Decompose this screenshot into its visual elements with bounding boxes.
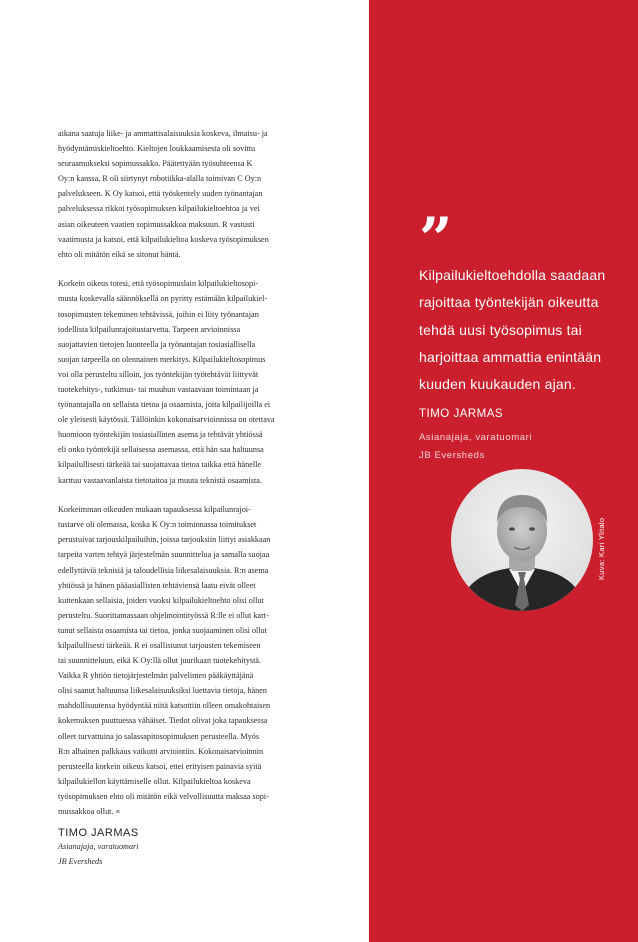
text-line: seuraamukseksi sopimussakko. Päätettyään työsuhteensa K [58, 159, 253, 169]
text-line: eli onko työntekijä sellaisessa asemassa, että hän saa haltuunsa [58, 445, 264, 455]
article-body [58, 126, 316, 834]
text-line: tarpeita varten tehtyä järjestelmän suunnittelua ja samalla suojaa [58, 550, 270, 560]
text-line: aikana saatuja liike- ja ammattisalaisuuksia koskeva, ilmaisu- ja [58, 129, 268, 138]
author-signature [58, 827, 298, 869]
quote-line: tehdä uusi työsopimus tai [419, 321, 582, 338]
quote-line: kuuden kuukauden ajan. [419, 376, 576, 393]
text-line: tuotekehitys-, tutkimus- tai muuhun vastaavaan toimintaan ja [58, 385, 259, 394]
text-line: mussakkoa ollut. ≡ [58, 807, 121, 817]
quote-mark-icon: ” [419, 205, 453, 273]
quote-author-firm: JB Eversheds [419, 450, 485, 461]
text-line: työsopimuksen ehto oli mitätön eikä velvollisuutta maksaa sopi- [58, 791, 269, 801]
text-line: perustuivat tarjouskilpailuihin, joissa tarjouksiin liittyi asiakkaan [58, 535, 271, 545]
text-line: olleet turvattuina jo salassapitosopimuksen perusteella. Myös [58, 731, 260, 741]
text-line: kuitenkaan sellaisia, joiden vuoksi kilpailukieltoehto olisi ollut [58, 595, 264, 605]
text-line: tunut sellaista osaamista tai tietoa, jonka suojaaminen olisi ollut [58, 625, 267, 635]
quote-line: Kilpailukieltoehdolla saadaan [419, 267, 606, 283]
text-line: kilpailullisesti tärkeää tai suojattavaa tietoa taikka että hänelle [58, 460, 262, 470]
quote-line: rajoittaa työntekijän oikeutta [419, 294, 599, 311]
text-line: olisi saanut haltuunsa liikesalaisuuksiksi luettavia tietoja, hänen [58, 686, 267, 696]
author-name: TIMO JARMAS [58, 827, 139, 839]
article-paragraph [58, 276, 316, 487]
text-line: ehto oli mitätön eikä se sitonut häntä. [58, 249, 181, 259]
text-line: musta koskevalla säännöksellä on pyritty estämään kilpailukiel- [58, 294, 268, 304]
text-line: palveluksessa rikkoi työsopimuksen kilpailukieltoehtoa ja vei [58, 204, 260, 214]
quote-author-title: Asianajaja, varatuomari [419, 432, 533, 443]
text-line: mahdollisuutensa hyödyntää niitä katsottiin olleen omakohtaisen [58, 701, 271, 711]
text-line: edellyttäviä teknisiä ja taloudellisia liikesalaisuuksia. R:n asema [58, 565, 269, 575]
quote-author-name: TIMO JARMAS [419, 408, 504, 420]
quote-line: harjoittaa ammattia enintään [419, 348, 602, 365]
text-line: tosopimusten tekeminen tehtävissä, joihin ei liity työnantajan [58, 309, 259, 319]
text-line: vaatimusta ja katsoi, että kilpailukieltoa koskeva työsopimuksen [58, 234, 269, 244]
pull-quote [419, 262, 629, 398]
text-line: tustarve oli olemassa, koska K Oy:n toiminnassa toimitukset [58, 520, 257, 530]
text-line: asian oikeuteen vaatien sopimussakkoa maksuun. R vastusti [58, 219, 255, 229]
red-sidebar-panel [369, 0, 638, 942]
text-line: palvelukseen. K Oy katsoi, että työskentely uuden työnantajan [58, 189, 263, 199]
author-portrait [451, 469, 593, 611]
author-firm: JB Eversheds [58, 857, 103, 866]
text-line: suojan tarpeella on olennainen merkitys. Kilpailukieltosopimus [58, 354, 266, 364]
text-line: Oy:n kanssa, R oli siirtynyt robotiikka-alalla toimivan C Oy:n [58, 174, 262, 184]
text-line: ole yleisesti käytössä. Tällöinkin kokonaisarvioinnissa on otettava [58, 415, 275, 425]
text-line: huomioon työntekijän tosiasiallinen asema ja tehtävät yhtiössä [58, 430, 263, 440]
text-line: voi olla perusteltu silloin, jos työntekijän työtehtävät liittyvät [58, 369, 259, 379]
text-line: Korkein oikeus totesi, että työsopimuslain kilpailukieltosopi- [58, 279, 259, 289]
text-line: R:n alhainen palkkaus vaikutti arviointiin. Kokonaisarvioinnin [58, 746, 264, 756]
text-line: kokemuksen puuttuessa vähäiset. Tiedot olivat joka tapauksessa [58, 716, 268, 726]
text-line: perusteltu. Suorittamassaan ohjelmointityössä R:lle ei ollut kart- [58, 610, 269, 620]
author-title: Asianajaja, varatuomari [58, 842, 139, 851]
text-line: yhtiössä ja hänen pääasiallisten tehtäviensä laatu eivät olleet [58, 580, 256, 590]
text-line: todellista kilpailunrajoitustarvetta. Tarpeen arvioinnissa [58, 324, 241, 334]
text-line: karttuu vastaavanlaista tietotaitoa ja muuta teknistä osaamista. [58, 475, 262, 485]
text-line: kilpailukiellon käyttämiselle ollut. Kilpailukieltoa koskeva [58, 776, 251, 786]
article-paragraph [58, 502, 316, 819]
text-line: Korkeimman oikeuden mukaan tapauksessa kilpailunrajoi- [58, 505, 251, 515]
article-paragraph [58, 126, 316, 262]
portrait-image [451, 469, 593, 611]
text-line: perusteella korkein oikeus katsoi, ettei erityisen painavia syitä [58, 761, 262, 771]
text-line: suojattavien tietojen luonteella ja työnantajan tosiasiallisella [58, 339, 256, 349]
text-line: hyödyntämiskieltoehto. Kieltojen loukkaamisesta oli sovittu [58, 144, 256, 154]
photo-credit: Kuva: Kari Ylitalo [597, 517, 606, 580]
text-line: työnantajalla on sellaista tietoa ja osaamista, joita kilpailijoilla ei [58, 400, 271, 410]
text-line: kilpailullisesti tärkeää. R ei osallistunut tarjousten tekemiseen [58, 641, 261, 650]
text-line: tai suunnitteluun, eikä K Oy:llä ollut juurikaan tuotekehitystä. [58, 656, 262, 666]
text-line: Vaikka R yhtiön tietojärjestelmän palvelimen pääkäyttäjänä [58, 671, 254, 681]
